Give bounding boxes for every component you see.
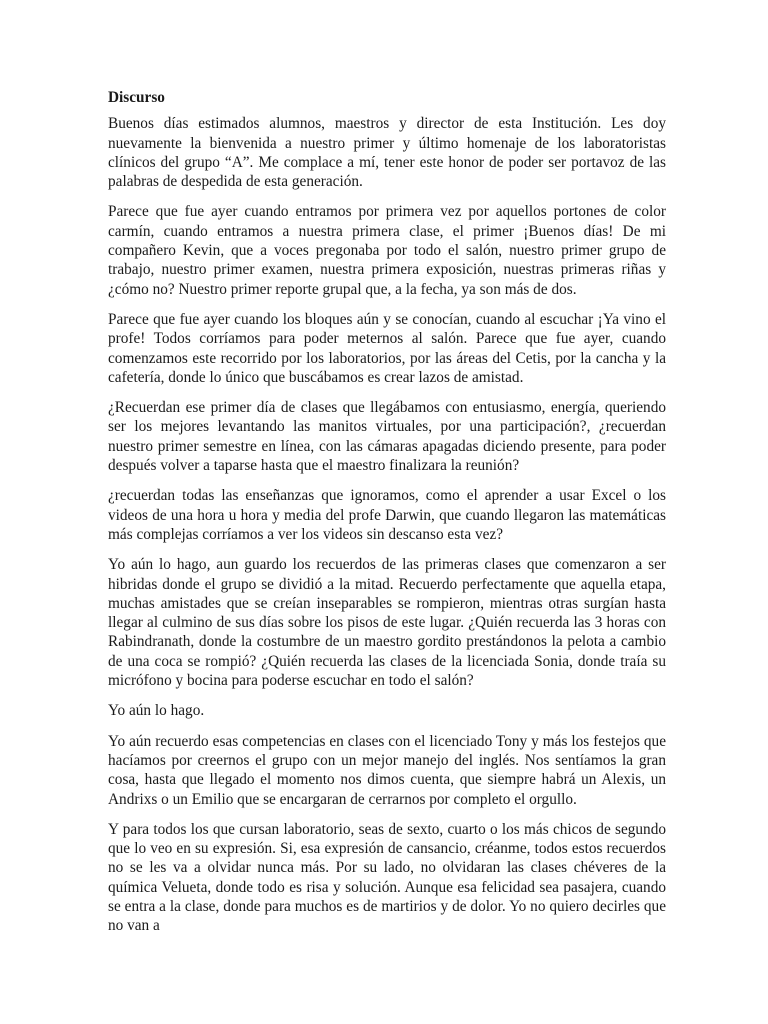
document-title: Discurso [108,89,165,106]
paragraph-8: Yo aún recuerdo esas competencias en clases con el licenciado Tony y más los festejos que hacíamos por creernos el grupo con un mejor manejo del inglés. Nos sentíamos la gran cosa, hasta que llegado el momento nos dimos cuenta, que siempre habrá un Alexis, un Andrixs o un Emilio que se encargaran de cerrarnos por completo el orgullo. [108,732,666,808]
paragraph-5: ¿recuerdan todas las enseñanzas que ignoramos, como el aprender a usar Excel o los videos de una hora u hora y media del profe Darwin, que cuando llegaron las matemáticas más complejas corríamos a ver los videos sin descanso esta vez? [108,487,666,543]
document-page [108,88,666,947]
paragraph-7: Yo aún lo hago. [108,702,205,720]
paragraph-3: Parece que fue ayer cuando los bloques aún y se conocían, cuando al escuchar ¡Ya vino el profe! Todos corríamos para poder meternos al salón. Parece que fue ayer, cuando comenzamos este recorrido por los laboratorios, por las áreas del Cetis, por la cancha y la cafetería, donde lo único que buscábamos es crear lazos de amistad. [108,310,666,386]
paragraph-9: Y para todos los que cursan laboratorio, seas de sexto, cuarto o los más chicos de segundo que lo veo en su expresión. Si, esa expresión de cansancio, créanme, todos estos recuerdos no se les va a olvidar nunca más. Por su lado, no olvidaran las clases chéveres de la química Velueta, donde todo es risa y solución. Aunque esa felicidad sea pasajera, cuando se entra a la clase, donde para muchos es de martirios y de dolor. Yo no quiero decirles que no van a [108,820,666,935]
paragraph-1: Buenos días estimados alumnos, maestros y director de esta Institución. Les doy nuevamente la bienvenida a nuestro primer y último homenaje de los laboratoristas clínicos del grupo “A”. Me complace a mí, tener este honor de poder ser portavoz de las palabras de despedida de esta generación. [108,115,666,191]
paragraph-4: ¿Recuerdan ese primer día de clases que llegábamos con entusiasmo, energía, queriendo ser los mejores levantando las manitos virtuales, por una participación?, ¿recuerdan nuestro primer semestre en línea, con las cámaras apagadas diciendo presente, para poder después volver a taparse hasta que el maestro finalizara la reunión? [108,399,666,475]
paragraph-6: Yo aún lo hago, aun guardo los recuerdos de las primeras clases que comenzaron a ser hibridas donde el grupo se dividió a la mitad. Recuerdo perfectamente que aquella etapa, muchas amistades que se creían inseparables se rompieron, mientras otras surgían hasta llegar al culmino de sus días sobre los pisos de este lugar. ¿Quién recuerda las 3 horas con Rabindranath, donde la costumbre de un maestro gordito prestándonos la pelota a cambio de una coca se rompió? ¿Quién recuerda las clases de la licenciada Sonia, donde traía su micrófono y bocina para poderse escuchar en todo el salón? [108,556,666,690]
paragraph-2: Parece que fue ayer cuando entramos por primera vez por aquellos portones de color carmín, cuando entramos a nuestra primera clase, el primer ¡Buenos días! De mi compañero Kevin, que a voces pregonaba por todo el salón, nuestro primer grupo de trabajo, nuestro primer examen, nuestra primera exposición, nuestras primeras riñas y ¿cómo no? Nuestro primer reporte grupal que, a la fecha, ya son más de dos. [108,203,666,298]
